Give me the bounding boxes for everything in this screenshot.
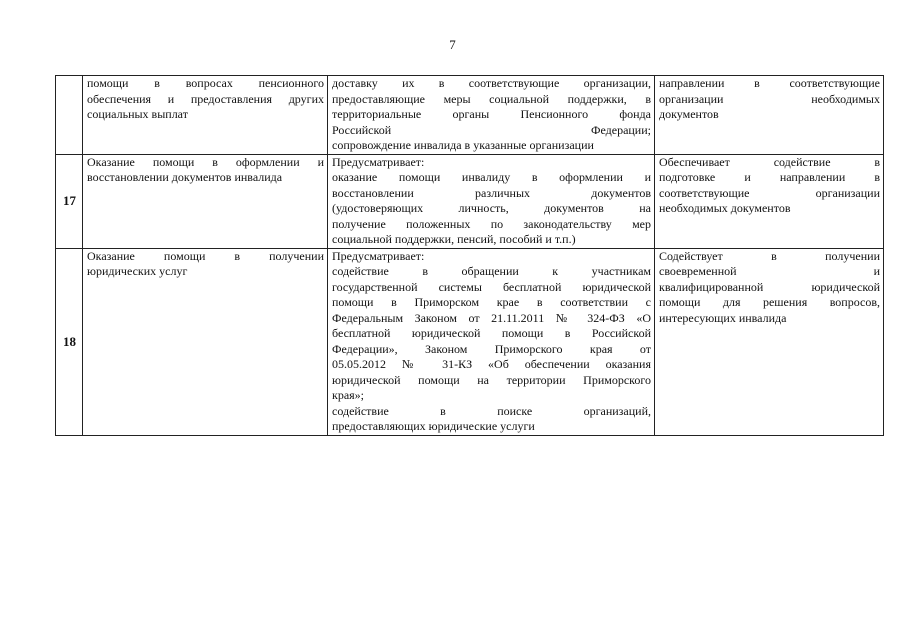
cell-text-line: сопровождение инвалида в указанные организации	[332, 138, 594, 152]
row-number-cell	[56, 248, 83, 435]
row-number-cell	[56, 154, 83, 248]
cell-text-line: Обеспечивает содействие в	[659, 154, 880, 169]
cell-text-line: (удостоверяющих личность, документов на	[332, 201, 651, 215]
cell-text-line: предоставляющих юридические услуги	[332, 419, 535, 433]
row-number: 17	[63, 193, 76, 209]
cell-text-line: края»;	[332, 388, 365, 402]
cell-text-line: помощи для решения вопросов,	[659, 295, 880, 309]
cell-text-line: социальных выплат	[87, 107, 188, 121]
cell-text-line: социальной поддержки, пенсий, пособий и т.п.)	[332, 232, 576, 246]
cell-text-line: содействие в поиске организаций,	[332, 403, 651, 418]
cell-text-line: своевременной и	[659, 264, 880, 278]
cell-text-line: бесплатной юридической помощи в Российской	[332, 326, 651, 340]
cell-text-line: интересующих инвалида	[659, 310, 787, 325]
cell-text-line: содействие в обращении к участникам	[332, 264, 651, 278]
table-row	[56, 154, 884, 248]
service-result-cell	[655, 154, 884, 248]
cell-text-line: Содействует в получении	[659, 248, 880, 263]
cell-text-line: 05.05.2012 № 31-КЗ «Об обеспечении оказания	[332, 357, 651, 371]
cell-text-line: Федерации», Законом Приморского края от	[332, 341, 651, 356]
cell-text-line: организации необходимых	[659, 91, 880, 106]
service-name-cell	[83, 154, 328, 248]
cell-text-line: оказание помощи инвалиду в оформлении и	[332, 170, 651, 184]
cell-text-line: квалифицированной юридической	[659, 279, 880, 294]
service-result-cell	[655, 248, 884, 435]
cell-text-line: восстановлении различных документов	[332, 185, 651, 200]
cell-text-line: Федеральным Законом от 21.11.2011 № 324-ФЗ «О	[332, 310, 651, 325]
cell-text-line: Оказание помощи в получении	[87, 248, 324, 263]
cell-text-line: доставку их в соответствующие организации,	[332, 76, 651, 90]
cell-text-line: восстановлении документов инвалида	[87, 170, 283, 184]
cell-text-line: Предусматривает:	[332, 248, 425, 263]
cell-text-line: юридической помощи на территории Приморского	[332, 372, 651, 387]
cell-text-line: подготовке и направлении в	[659, 170, 880, 184]
cell-text-line: территориальные органы Пенсионного фонда	[332, 107, 651, 121]
service-result-cell	[655, 76, 884, 155]
table-row	[56, 248, 884, 435]
cell-text-line: предоставляющие меры социальной поддержки, в	[332, 91, 651, 106]
cell-text-line: юридических услуг	[87, 264, 188, 278]
service-description-cell	[328, 248, 655, 435]
cell-text-line: получение положенных по законодательству мер	[332, 216, 651, 231]
cell-text-line: помощи в вопросах пенсионного	[87, 76, 324, 90]
cell-text-line: необходимых документов	[659, 201, 791, 215]
cell-text-line: направлении в соответствующие	[659, 76, 880, 90]
cell-text-line: соответствующие организации	[659, 185, 880, 200]
cell-text-line: Российской Федерации;	[332, 122, 651, 137]
row-number-cell	[56, 76, 83, 155]
cell-text-line: Предусматривает:	[332, 154, 425, 169]
cell-text-line: Оказание помощи в оформлении и	[87, 154, 324, 169]
table-row	[56, 76, 884, 155]
cell-text-line: документов	[659, 107, 719, 121]
row-number: 18	[63, 333, 76, 349]
page-number: 7	[449, 37, 456, 52]
cell-text-line: государственной системы бесплатной юридической	[332, 279, 651, 294]
cell-text-line: обеспечения и предоставления других	[87, 91, 324, 106]
service-name-cell	[83, 76, 328, 155]
service-description-cell	[328, 154, 655, 248]
cell-text-line: помощи в Приморском крае в соответствии с	[332, 295, 651, 309]
services-table	[55, 75, 884, 436]
service-name-cell	[83, 248, 328, 435]
service-description-cell	[328, 76, 655, 155]
